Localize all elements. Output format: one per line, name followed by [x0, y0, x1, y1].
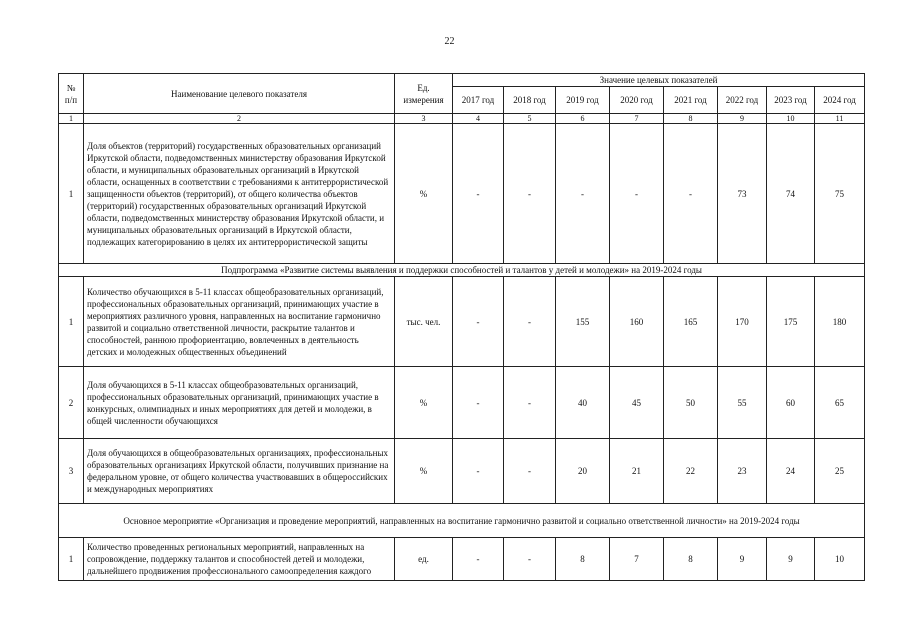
header-year: 2020 год — [610, 87, 664, 114]
column-number: 4 — [453, 114, 504, 124]
row-number: 1 — [59, 277, 84, 367]
header-year: 2021 год — [664, 87, 718, 114]
value-cell: 74 — [767, 124, 815, 264]
indicator-name: Доля обучающихся в общеобразовательных организациях, профессиональных образовательных организациях Иркутской области, получивших признание на федеральном уровне, от общего количества участвовавших в общероссийских и международных мероприятиях — [84, 439, 395, 504]
value-cell: 73 — [718, 124, 767, 264]
value-cell: - — [453, 124, 504, 264]
header-year: 2018 год — [504, 87, 556, 114]
row-number: 1 — [59, 538, 84, 581]
column-number: 9 — [718, 114, 767, 124]
column-number: 6 — [556, 114, 610, 124]
value-cell: 180 — [815, 277, 865, 367]
table-row — [59, 439, 865, 504]
column-number: 11 — [815, 114, 865, 124]
value-cell: - — [504, 538, 556, 581]
table-row — [59, 124, 865, 264]
header-year: 2023 год — [767, 87, 815, 114]
column-number: 3 — [395, 114, 453, 124]
value-cell: 25 — [815, 439, 865, 504]
value-cell: - — [453, 367, 504, 439]
indicator-name: Доля обучающихся в 5-11 классах общеобразовательных организаций, профессиональных образовательных организаций, принимающих участие в конкурсных, олимпиадных и иных мероприятиях для детей и молодежи, в общей численности обучающихся — [84, 367, 395, 439]
header-year: 2022 год — [718, 87, 767, 114]
value-cell: 8 — [556, 538, 610, 581]
target-indicators-table — [58, 73, 865, 581]
column-number-row — [59, 114, 865, 124]
value-cell: 20 — [556, 439, 610, 504]
column-number: 10 — [767, 114, 815, 124]
header-year: 2019 год — [556, 87, 610, 114]
unit-cell: % — [395, 367, 453, 439]
value-cell: 75 — [815, 124, 865, 264]
value-cell: 170 — [718, 277, 767, 367]
unit-cell: ед. — [395, 538, 453, 581]
value-cell: - — [453, 439, 504, 504]
header-row-top — [59, 74, 865, 87]
header-year: 2024 год — [815, 87, 865, 114]
value-cell: 23 — [718, 439, 767, 504]
value-cell: 7 — [610, 538, 664, 581]
value-cell: - — [504, 124, 556, 264]
page-number: 22 — [444, 36, 455, 47]
value-cell: 8 — [664, 538, 718, 581]
header-year: 2017 год — [453, 87, 504, 114]
value-cell: - — [453, 277, 504, 367]
table-row — [59, 367, 865, 439]
value-cell: - — [610, 124, 664, 264]
section-row — [59, 504, 865, 538]
header-unit: Ед. измерения — [395, 74, 453, 114]
row-number: 2 — [59, 367, 84, 439]
header-values-group: Значение целевых показателей — [453, 74, 865, 87]
value-cell: - — [504, 367, 556, 439]
header-name: Наименование целевого показателя — [84, 74, 395, 114]
value-cell: 165 — [664, 277, 718, 367]
table-row — [59, 538, 865, 581]
unit-cell: % — [395, 439, 453, 504]
value-cell: - — [453, 538, 504, 581]
value-cell: 21 — [610, 439, 664, 504]
column-number: 7 — [610, 114, 664, 124]
column-number: 2 — [84, 114, 395, 124]
value-cell: 65 — [815, 367, 865, 439]
row-number: 3 — [59, 439, 84, 504]
value-cell: 50 — [664, 367, 718, 439]
unit-cell: тыс. чел. — [395, 277, 453, 367]
value-cell: 45 — [610, 367, 664, 439]
value-cell: 9 — [718, 538, 767, 581]
column-number: 8 — [664, 114, 718, 124]
row-number: 1 — [59, 124, 84, 264]
value-cell: 40 — [556, 367, 610, 439]
value-cell: 55 — [718, 367, 767, 439]
value-cell: 24 — [767, 439, 815, 504]
value-cell: - — [504, 277, 556, 367]
value-cell: - — [664, 124, 718, 264]
value-cell: - — [504, 439, 556, 504]
value-cell: 175 — [767, 277, 815, 367]
value-cell: - — [556, 124, 610, 264]
unit-cell: % — [395, 124, 453, 264]
column-number: 5 — [504, 114, 556, 124]
column-number: 1 — [59, 114, 84, 124]
header-num: № п/п — [59, 74, 84, 114]
table-row — [59, 277, 865, 367]
value-cell: 22 — [664, 439, 718, 504]
value-cell: 10 — [815, 538, 865, 581]
subprogram-title: Подпрограмма «Развитие системы выявления и поддержки способностей и талантов у детей и молодежи» на 2019-2024 годы — [59, 264, 865, 277]
section-row — [59, 264, 865, 277]
indicator-name: Доля объектов (территорий) государственных образовательных организаций Иркутской области, подведомственных министерству образования Иркутской области, и муниципальных образовательных организаций в Иркутской области, оснащенных в соответствии с требованиями к антитеррористической защищенности объектов (территорий), от общего количества объектов (территорий) государственных образовательных организаций Иркутской области, подведомственных министерству образования Иркутской области, и муниципальных образовательных организаций в Иркутской области, подлежащих категорированию в целях их антитеррористической защиты — [84, 124, 395, 264]
main-activity-title: Основное мероприятие «Организация и проведение мероприятий, направленных на воспитание гармонично развитой и социально ответственной личности» на 2019-2024 годы — [59, 504, 865, 538]
value-cell: 155 — [556, 277, 610, 367]
value-cell: 160 — [610, 277, 664, 367]
indicator-name: Количество проведенных региональных мероприятий, направленных на сопровождение, поддержку талантов и способностей детей и молодежи, дальнейшего продвижения профессионального самоопределения каждого — [84, 538, 395, 581]
value-cell: 9 — [767, 538, 815, 581]
indicator-name: Количество обучающихся в 5-11 классах общеобразовательных организаций, профессиональных образовательных организаций, принимающих участие в мероприятиях различного уровня, направленных на воспитание гармонично развитой и социально ответственной личности, раскрытие талантов и способностей, раннюю профориентацию, вовлеченных в деятельность детских и молодежных общественных объединений — [84, 277, 395, 367]
value-cell: 60 — [767, 367, 815, 439]
